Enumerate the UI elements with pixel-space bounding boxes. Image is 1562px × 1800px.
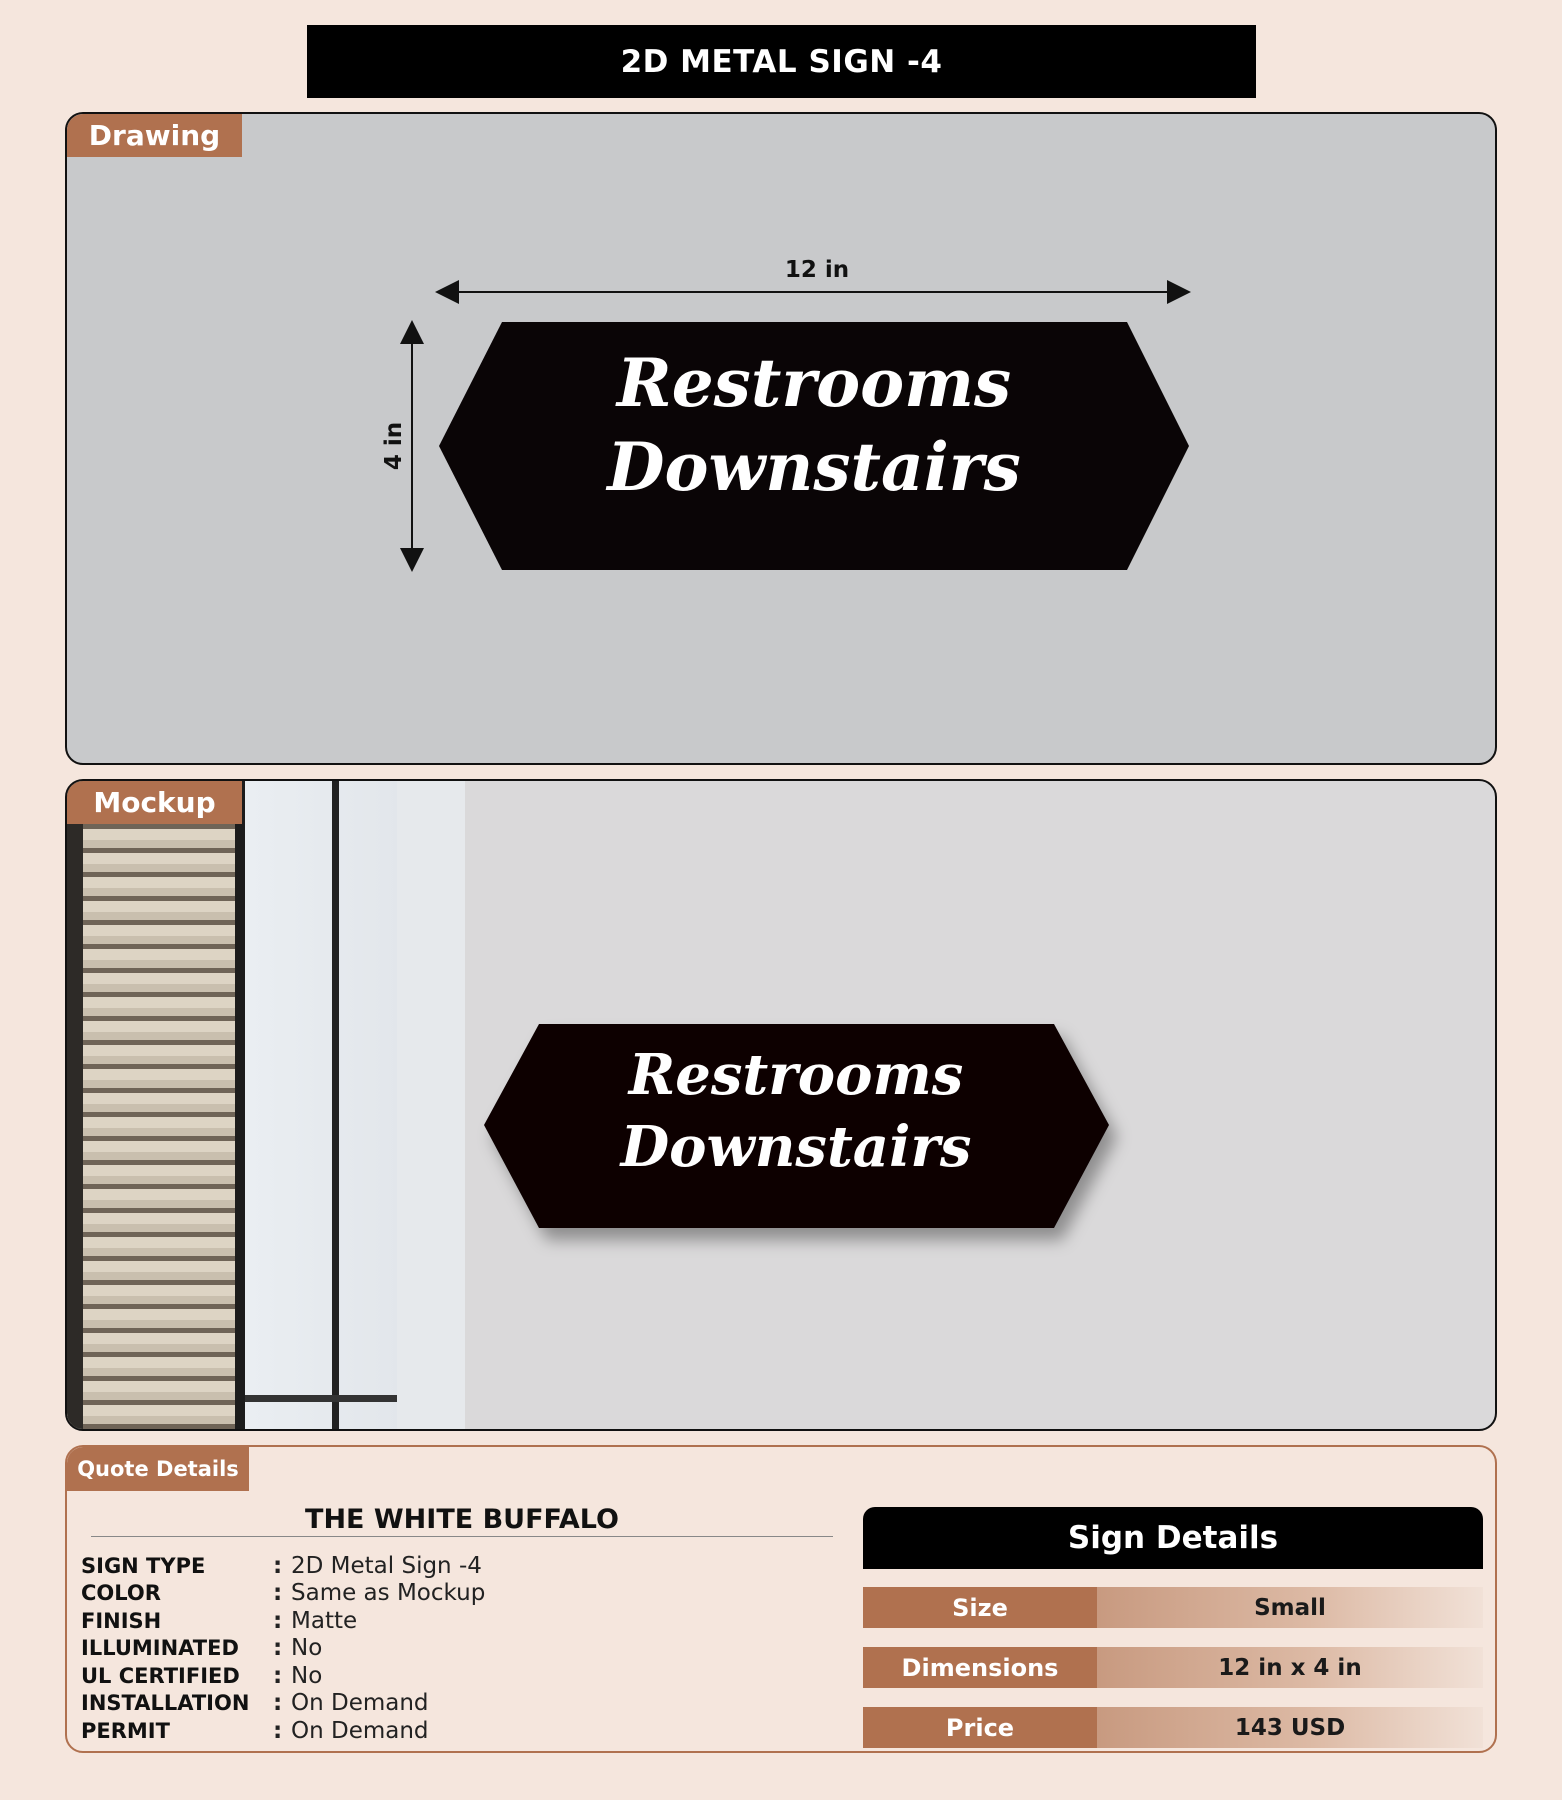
spec-row-finish: [81, 1607, 485, 1635]
spec-value: No: [291, 1635, 323, 1662]
spec-value: Same as Mockup: [291, 1580, 486, 1607]
sign-detail-key: Dimensions: [863, 1647, 1097, 1688]
sign-line-1: Restrooms: [616, 344, 1012, 422]
width-dimension-label: 12 in: [784, 257, 850, 283]
sign-line-2: Downstairs: [607, 428, 1021, 506]
spec-value: Matte: [291, 1607, 358, 1634]
sign-detail-value: 143 USD: [1097, 1707, 1483, 1748]
mockup-tab-label: Mockup: [67, 781, 242, 824]
mockup-scene: [67, 781, 1497, 1431]
sign-detail-value: Small: [1097, 1587, 1483, 1628]
spec-row-installation: [81, 1690, 485, 1718]
spec-colon: :: [273, 1690, 283, 1717]
drawing-canvas: [67, 114, 1497, 765]
spec-colon: :: [273, 1635, 283, 1662]
spec-value: 2D Metal Sign -4: [291, 1552, 482, 1579]
spec-value: On Demand: [291, 1690, 429, 1717]
page-title: 2D METAL SIGN -4: [307, 25, 1256, 98]
sign-detail-key: Size: [863, 1587, 1097, 1628]
spec-list: [81, 1552, 485, 1745]
spec-row-illuminated: [81, 1635, 485, 1663]
sign-detail-row-price: [863, 1707, 1483, 1748]
spec-row-ul-certified: [81, 1662, 485, 1690]
spec-key: FINISH: [81, 1608, 162, 1633]
spec-colon: :: [273, 1552, 283, 1579]
company-name: THE WHITE BUFFALO: [305, 1504, 619, 1535]
window-blinds-image: [67, 781, 465, 1431]
sign-detail-key: Price: [863, 1707, 1097, 1748]
drawing-panel: [65, 112, 1497, 765]
height-dimension-label: 4 in: [381, 421, 407, 471]
sign-detail-value: 12 in x 4 in: [1097, 1647, 1483, 1688]
mockup-sign-line-2: Downstairs: [620, 1114, 972, 1180]
spec-colon: :: [273, 1662, 283, 1689]
spec-value: No: [291, 1662, 323, 1689]
quote-tab-label: Quote Details: [67, 1447, 249, 1491]
spec-key: INSTALLATION: [81, 1691, 250, 1716]
mockup-sign-line-1: Restrooms: [628, 1042, 964, 1108]
drawing-tab-label: Drawing: [67, 114, 242, 157]
spec-row-permit: [81, 1717, 485, 1745]
sign-details-title: Sign Details: [863, 1507, 1483, 1569]
spec-row-sign-type: [81, 1552, 485, 1580]
spec-colon: :: [273, 1580, 283, 1607]
spec-key: ILLUMINATED: [81, 1636, 239, 1661]
spec-colon: :: [273, 1607, 283, 1634]
spec-key: SIGN TYPE: [81, 1553, 206, 1578]
quote-details-panel: [65, 1445, 1497, 1753]
company-divider: [91, 1536, 833, 1537]
spec-value: On Demand: [291, 1717, 429, 1744]
spec-colon: :: [273, 1717, 283, 1744]
spec-row-color: [81, 1580, 485, 1608]
spec-key: UL CERTIFIED: [81, 1663, 240, 1688]
spec-key: COLOR: [81, 1581, 161, 1606]
spec-key: PERMIT: [81, 1718, 170, 1743]
mockup-panel: [65, 779, 1497, 1431]
sign-detail-row-size: [863, 1587, 1483, 1628]
sign-detail-row-dimensions: [863, 1647, 1483, 1688]
